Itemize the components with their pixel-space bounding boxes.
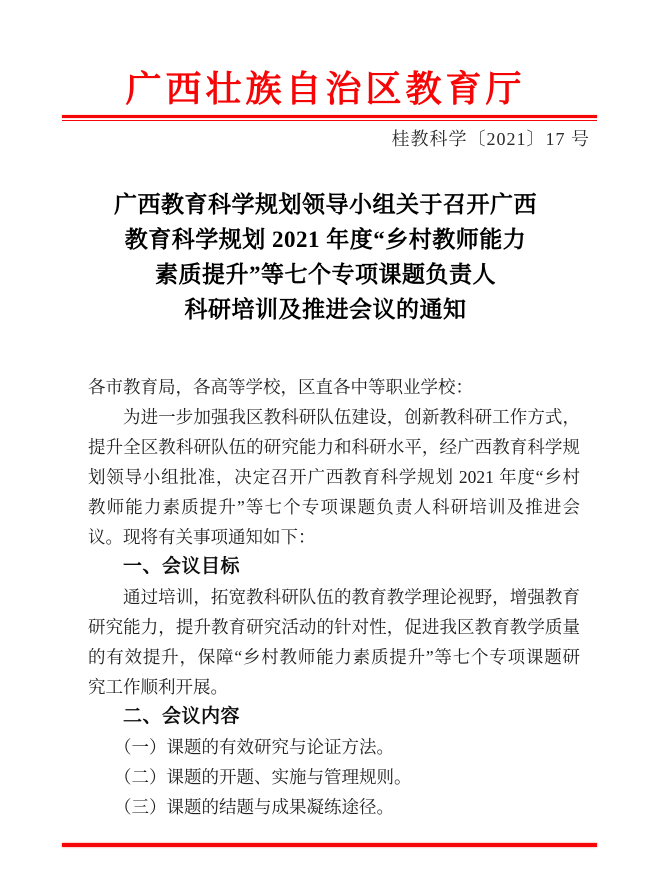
body-line: 研究能力，提升教育研究活动的针对性，促进我区教育教学质量: [88, 617, 580, 637]
document-title-line: 教育科学规划 2021 年度“乡村教师能力: [124, 227, 527, 252]
section-heading-1: 一、会议目标: [123, 556, 241, 577]
document-reference-number: 桂教科学〔2021〕17 号: [391, 129, 590, 149]
letterhead-rule-thin: [62, 120, 597, 121]
list-item: （一）课题的有效研究与论证方法。: [114, 737, 394, 757]
document-title-line: 素质提升”等七个专项课题负责人: [155, 262, 496, 287]
body-line: 教师能力素质提升”等七个专项课题负责人科研培训及推进会: [88, 497, 580, 517]
document-title: [80, 187, 571, 327]
section-heading-2: 二、会议内容: [123, 706, 241, 727]
body-line: 通过培训，拓宽教科研队伍的教育教学理论视野，增强教育: [123, 587, 580, 607]
body-line: 究工作顺利开展。: [88, 677, 228, 697]
document-title-line: 科研培训及推进会议的通知: [184, 297, 467, 322]
salutation-line: 各市教育局，各高等学校，区直各中等职业学校：: [88, 377, 473, 397]
document-title-line: 广西教育科学规划领导小组关于召开广西: [114, 192, 537, 217]
body-line: 的有效提升，保障“乡村教师能力素质提升”等七个专项课题研: [88, 647, 580, 667]
footer-rule: [62, 843, 597, 847]
body-line: 提升全区教科研队伍的研究能力和科研水平，经广西教育科学规: [88, 437, 580, 457]
letterhead-rule-thick: [62, 115, 597, 118]
body-line: 划领导小组批准，决定召开广西教育科学规划 2021 年度“乡村: [88, 467, 580, 487]
list-item: （三）课题的结题与成果凝练途径。: [114, 797, 394, 817]
document-body: [88, 372, 580, 822]
list-item: （二）课题的开题、实施与管理规则。: [114, 767, 412, 787]
body-line: 议。现将有关事项通知如下：: [88, 527, 316, 547]
body-line: 为进一步加强我区教科研队伍建设，创新教科研工作方式，: [123, 407, 580, 427]
letterhead-agency-title: 广西壮族自治区教育厅: [125, 69, 526, 109]
